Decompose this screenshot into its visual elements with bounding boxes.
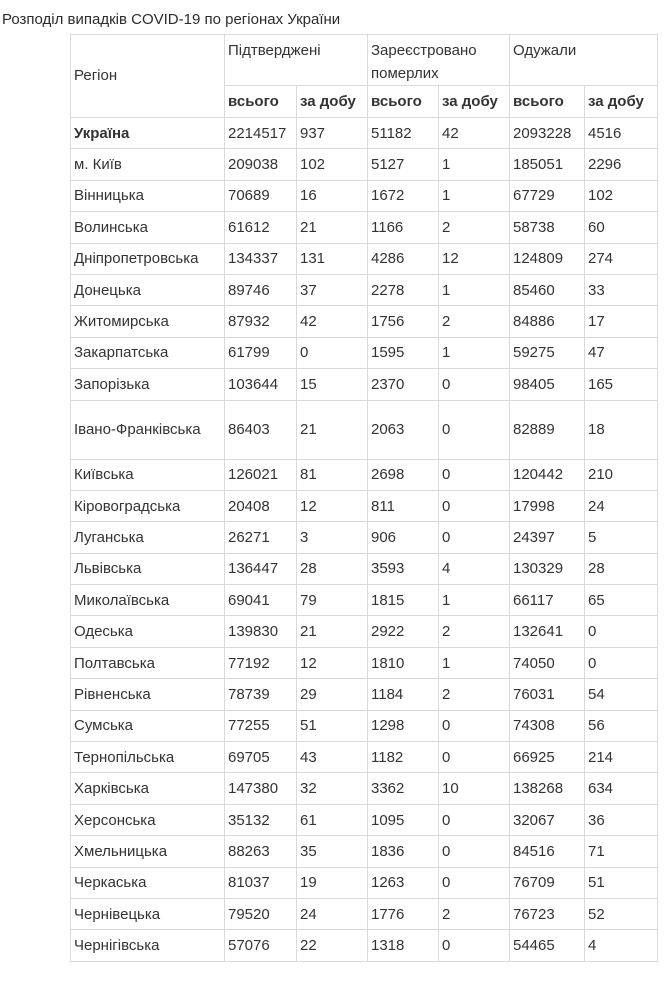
recovered-total-cell: 76709 <box>510 867 585 898</box>
table-row <box>71 149 658 180</box>
deaths-total-cell: 906 <box>368 522 439 553</box>
recovered-daily-cell: 71 <box>585 836 658 867</box>
recovered-daily-cell: 634 <box>585 773 658 804</box>
table-row <box>71 118 658 149</box>
deaths-total-cell: 1836 <box>368 836 439 867</box>
recovered-total-cell: 138268 <box>510 773 585 804</box>
confirmed-daily-cell: 3 <box>297 522 368 553</box>
deaths-total-cell: 2922 <box>368 616 439 647</box>
table-row <box>71 647 658 678</box>
deaths-total-cell: 3593 <box>368 553 439 584</box>
region-cell: Закарпатська <box>71 337 225 368</box>
deaths-daily-cell: 12 <box>439 243 510 274</box>
deaths-total-cell: 2063 <box>368 400 439 459</box>
table-row <box>71 274 658 305</box>
recovered-daily-cell: 4 <box>585 930 658 961</box>
confirmed-total-cell: 126021 <box>225 459 297 490</box>
region-cell: Хмельницька <box>71 836 225 867</box>
confirmed-daily-cell: 29 <box>297 679 368 710</box>
recovered-total-cell: 120442 <box>510 459 585 490</box>
header-confirmed: Підтверджені <box>225 35 368 86</box>
recovered-total-cell: 130329 <box>510 553 585 584</box>
deaths-total-cell: 1263 <box>368 867 439 898</box>
deaths-total-cell: 1298 <box>368 710 439 741</box>
deaths-daily-cell: 1 <box>439 149 510 180</box>
recovered-daily-cell: 0 <box>585 647 658 678</box>
confirmed-total-cell: 2214517 <box>225 118 297 149</box>
deaths-daily-cell: 0 <box>439 400 510 459</box>
confirmed-total-cell: 26271 <box>225 522 297 553</box>
region-cell: Миколаївська <box>71 585 225 616</box>
confirmed-daily-cell: 12 <box>297 647 368 678</box>
confirmed-total-cell: 139830 <box>225 616 297 647</box>
table-row <box>71 180 658 211</box>
deaths-daily-cell: 0 <box>439 459 510 490</box>
confirmed-total-cell: 136447 <box>225 553 297 584</box>
recovered-total-cell: 32067 <box>510 804 585 835</box>
table-row <box>71 490 658 521</box>
deaths-daily-cell: 0 <box>439 490 510 521</box>
confirmed-total-cell: 209038 <box>225 149 297 180</box>
region-cell: Рівненська <box>71 679 225 710</box>
recovered-daily-cell: 51 <box>585 867 658 898</box>
confirmed-total-cell: 79520 <box>225 898 297 929</box>
recovered-total-cell: 24397 <box>510 522 585 553</box>
deaths-daily-cell: 1 <box>439 274 510 305</box>
table-row <box>71 400 658 459</box>
confirmed-total-cell: 35132 <box>225 804 297 835</box>
table-row <box>71 369 658 400</box>
deaths-daily-cell: 1 <box>439 180 510 211</box>
header-row-groups <box>71 35 658 86</box>
table-row <box>71 212 658 243</box>
deaths-total-cell: 1815 <box>368 585 439 616</box>
recovered-total-cell: 2093228 <box>510 118 585 149</box>
confirmed-daily-cell: 16 <box>297 180 368 211</box>
region-cell: Луганська <box>71 522 225 553</box>
region-cell: Донецька <box>71 274 225 305</box>
recovered-total-cell: 185051 <box>510 149 585 180</box>
table-caption: Розподіл випадків COVID-19 по регіонах України <box>2 11 341 28</box>
table-row <box>71 898 658 929</box>
recovered-total-cell: 66925 <box>510 742 585 773</box>
confirmed-daily-cell: 32 <box>297 773 368 804</box>
header-recovered-daily: за добу <box>585 86 658 118</box>
recovered-daily-cell: 4516 <box>585 118 658 149</box>
recovered-daily-cell: 65 <box>585 585 658 616</box>
confirmed-daily-cell: 19 <box>297 867 368 898</box>
recovered-daily-cell: 165 <box>585 369 658 400</box>
deaths-total-cell: 1810 <box>368 647 439 678</box>
recovered-total-cell: 74308 <box>510 710 585 741</box>
confirmed-daily-cell: 21 <box>297 616 368 647</box>
confirmed-total-cell: 81037 <box>225 867 297 898</box>
recovered-daily-cell: 2296 <box>585 149 658 180</box>
confirmed-daily-cell: 35 <box>297 836 368 867</box>
header-region: Регіон <box>71 35 225 118</box>
confirmed-daily-cell: 37 <box>297 274 368 305</box>
deaths-total-cell: 51182 <box>368 118 439 149</box>
recovered-total-cell: 124809 <box>510 243 585 274</box>
deaths-total-cell: 2278 <box>368 274 439 305</box>
deaths-daily-cell: 0 <box>439 710 510 741</box>
deaths-total-cell: 1182 <box>368 742 439 773</box>
confirmed-total-cell: 86403 <box>225 400 297 459</box>
region-cell: Кіровоградська <box>71 490 225 521</box>
region-cell: Черкаська <box>71 867 225 898</box>
deaths-daily-cell: 2 <box>439 679 510 710</box>
deaths-daily-cell: 0 <box>439 930 510 961</box>
region-cell: Херсонська <box>71 804 225 835</box>
confirmed-total-cell: 87932 <box>225 306 297 337</box>
table-row <box>71 306 658 337</box>
region-cell: Тернопільська <box>71 742 225 773</box>
table-row <box>71 243 658 274</box>
header-recovered-total: всього <box>510 86 585 118</box>
confirmed-daily-cell: 131 <box>297 243 368 274</box>
recovered-total-cell: 54465 <box>510 930 585 961</box>
region-cell: Київська <box>71 459 225 490</box>
deaths-total-cell: 1166 <box>368 212 439 243</box>
confirmed-total-cell: 61799 <box>225 337 297 368</box>
confirmed-total-cell: 134337 <box>225 243 297 274</box>
table-row <box>71 930 658 961</box>
table-row <box>71 804 658 835</box>
recovered-daily-cell: 52 <box>585 898 658 929</box>
deaths-total-cell: 5127 <box>368 149 439 180</box>
header-confirmed-total: всього <box>225 86 297 118</box>
recovered-total-cell: 58738 <box>510 212 585 243</box>
confirmed-total-cell: 77255 <box>225 710 297 741</box>
covid-regions-table <box>70 34 658 962</box>
recovered-daily-cell: 24 <box>585 490 658 521</box>
deaths-total-cell: 3362 <box>368 773 439 804</box>
deaths-daily-cell: 1 <box>439 647 510 678</box>
recovered-daily-cell: 214 <box>585 742 658 773</box>
recovered-total-cell: 74050 <box>510 647 585 678</box>
recovered-daily-cell: 36 <box>585 804 658 835</box>
confirmed-daily-cell: 22 <box>297 930 368 961</box>
deaths-daily-cell: 1 <box>439 585 510 616</box>
recovered-total-cell: 67729 <box>510 180 585 211</box>
recovered-daily-cell: 102 <box>585 180 658 211</box>
recovered-total-cell: 66117 <box>510 585 585 616</box>
confirmed-daily-cell: 24 <box>297 898 368 929</box>
recovered-total-cell: 85460 <box>510 274 585 305</box>
table-row <box>71 553 658 584</box>
confirmed-total-cell: 89746 <box>225 274 297 305</box>
deaths-total-cell: 1318 <box>368 930 439 961</box>
table-row <box>71 679 658 710</box>
confirmed-total-cell: 20408 <box>225 490 297 521</box>
region-cell: Україна <box>71 118 225 149</box>
region-cell: Волинська <box>71 212 225 243</box>
table-row <box>71 522 658 553</box>
confirmed-daily-cell: 12 <box>297 490 368 521</box>
confirmed-total-cell: 78739 <box>225 679 297 710</box>
recovered-total-cell: 17998 <box>510 490 585 521</box>
confirmed-total-cell: 70689 <box>225 180 297 211</box>
confirmed-daily-cell: 81 <box>297 459 368 490</box>
confirmed-daily-cell: 28 <box>297 553 368 584</box>
deaths-total-cell: 1756 <box>368 306 439 337</box>
deaths-daily-cell: 0 <box>439 369 510 400</box>
region-cell: Львівська <box>71 553 225 584</box>
deaths-daily-cell: 2 <box>439 898 510 929</box>
recovered-total-cell: 76723 <box>510 898 585 929</box>
recovered-daily-cell: 56 <box>585 710 658 741</box>
deaths-total-cell: 1184 <box>368 679 439 710</box>
region-cell: Харківська <box>71 773 225 804</box>
deaths-daily-cell: 0 <box>439 804 510 835</box>
confirmed-daily-cell: 937 <box>297 118 368 149</box>
deaths-daily-cell: 2 <box>439 306 510 337</box>
deaths-daily-cell: 0 <box>439 836 510 867</box>
recovered-daily-cell: 210 <box>585 459 658 490</box>
confirmed-daily-cell: 15 <box>297 369 368 400</box>
deaths-total-cell: 2370 <box>368 369 439 400</box>
confirmed-total-cell: 147380 <box>225 773 297 804</box>
recovered-daily-cell: 5 <box>585 522 658 553</box>
deaths-daily-cell: 42 <box>439 118 510 149</box>
confirmed-daily-cell: 21 <box>297 212 368 243</box>
recovered-total-cell: 84516 <box>510 836 585 867</box>
table-row <box>71 773 658 804</box>
deaths-daily-cell: 0 <box>439 742 510 773</box>
confirmed-total-cell: 77192 <box>225 647 297 678</box>
deaths-total-cell: 1776 <box>368 898 439 929</box>
table-row <box>71 836 658 867</box>
region-cell: Івано-Франківська <box>71 400 225 459</box>
confirmed-total-cell: 69041 <box>225 585 297 616</box>
recovered-total-cell: 132641 <box>510 616 585 647</box>
recovered-total-cell: 59275 <box>510 337 585 368</box>
recovered-daily-cell: 33 <box>585 274 658 305</box>
table-row <box>71 710 658 741</box>
confirmed-daily-cell: 21 <box>297 400 368 459</box>
confirmed-daily-cell: 43 <box>297 742 368 773</box>
table-row <box>71 742 658 773</box>
deaths-total-cell: 4286 <box>368 243 439 274</box>
recovered-daily-cell: 0 <box>585 616 658 647</box>
confirmed-total-cell: 57076 <box>225 930 297 961</box>
deaths-total-cell: 2698 <box>368 459 439 490</box>
deaths-daily-cell: 10 <box>439 773 510 804</box>
recovered-daily-cell: 17 <box>585 306 658 337</box>
region-cell: Полтавська <box>71 647 225 678</box>
deaths-daily-cell: 2 <box>439 616 510 647</box>
region-cell: Одеська <box>71 616 225 647</box>
deaths-total-cell: 811 <box>368 490 439 521</box>
confirmed-total-cell: 61612 <box>225 212 297 243</box>
header-deaths: Зареєстровано померлих <box>368 35 510 86</box>
recovered-total-cell: 84886 <box>510 306 585 337</box>
confirmed-daily-cell: 79 <box>297 585 368 616</box>
region-cell: Чернівецька <box>71 898 225 929</box>
recovered-daily-cell: 54 <box>585 679 658 710</box>
recovered-daily-cell: 60 <box>585 212 658 243</box>
deaths-daily-cell: 0 <box>439 867 510 898</box>
confirmed-daily-cell: 61 <box>297 804 368 835</box>
confirmed-total-cell: 103644 <box>225 369 297 400</box>
region-cell: Сумська <box>71 710 225 741</box>
recovered-total-cell: 98405 <box>510 369 585 400</box>
confirmed-daily-cell: 42 <box>297 306 368 337</box>
region-cell: Чернігівська <box>71 930 225 961</box>
table-row <box>71 585 658 616</box>
table-row <box>71 616 658 647</box>
table-row <box>71 459 658 490</box>
confirmed-daily-cell: 51 <box>297 710 368 741</box>
deaths-daily-cell: 2 <box>439 212 510 243</box>
confirmed-daily-cell: 0 <box>297 337 368 368</box>
table-row <box>71 867 658 898</box>
header-recovered: Одужали <box>510 35 658 86</box>
recovered-daily-cell: 274 <box>585 243 658 274</box>
deaths-daily-cell: 1 <box>439 337 510 368</box>
recovered-daily-cell: 28 <box>585 553 658 584</box>
deaths-daily-cell: 4 <box>439 553 510 584</box>
deaths-total-cell: 1595 <box>368 337 439 368</box>
confirmed-daily-cell: 102 <box>297 149 368 180</box>
recovered-total-cell: 82889 <box>510 400 585 459</box>
recovered-daily-cell: 18 <box>585 400 658 459</box>
region-cell: м. Київ <box>71 149 225 180</box>
region-cell: Дніпропетровська <box>71 243 225 274</box>
deaths-total-cell: 1095 <box>368 804 439 835</box>
region-cell: Житомирська <box>71 306 225 337</box>
header-deaths-total: всього <box>368 86 439 118</box>
deaths-total-cell: 1672 <box>368 180 439 211</box>
header-confirmed-daily: за добу <box>297 86 368 118</box>
confirmed-total-cell: 88263 <box>225 836 297 867</box>
region-cell: Вінницька <box>71 180 225 211</box>
recovered-total-cell: 76031 <box>510 679 585 710</box>
deaths-daily-cell: 0 <box>439 522 510 553</box>
recovered-daily-cell: 47 <box>585 337 658 368</box>
confirmed-total-cell: 69705 <box>225 742 297 773</box>
region-cell: Запорізька <box>71 369 225 400</box>
header-deaths-daily: за добу <box>439 86 510 118</box>
table-row <box>71 337 658 368</box>
